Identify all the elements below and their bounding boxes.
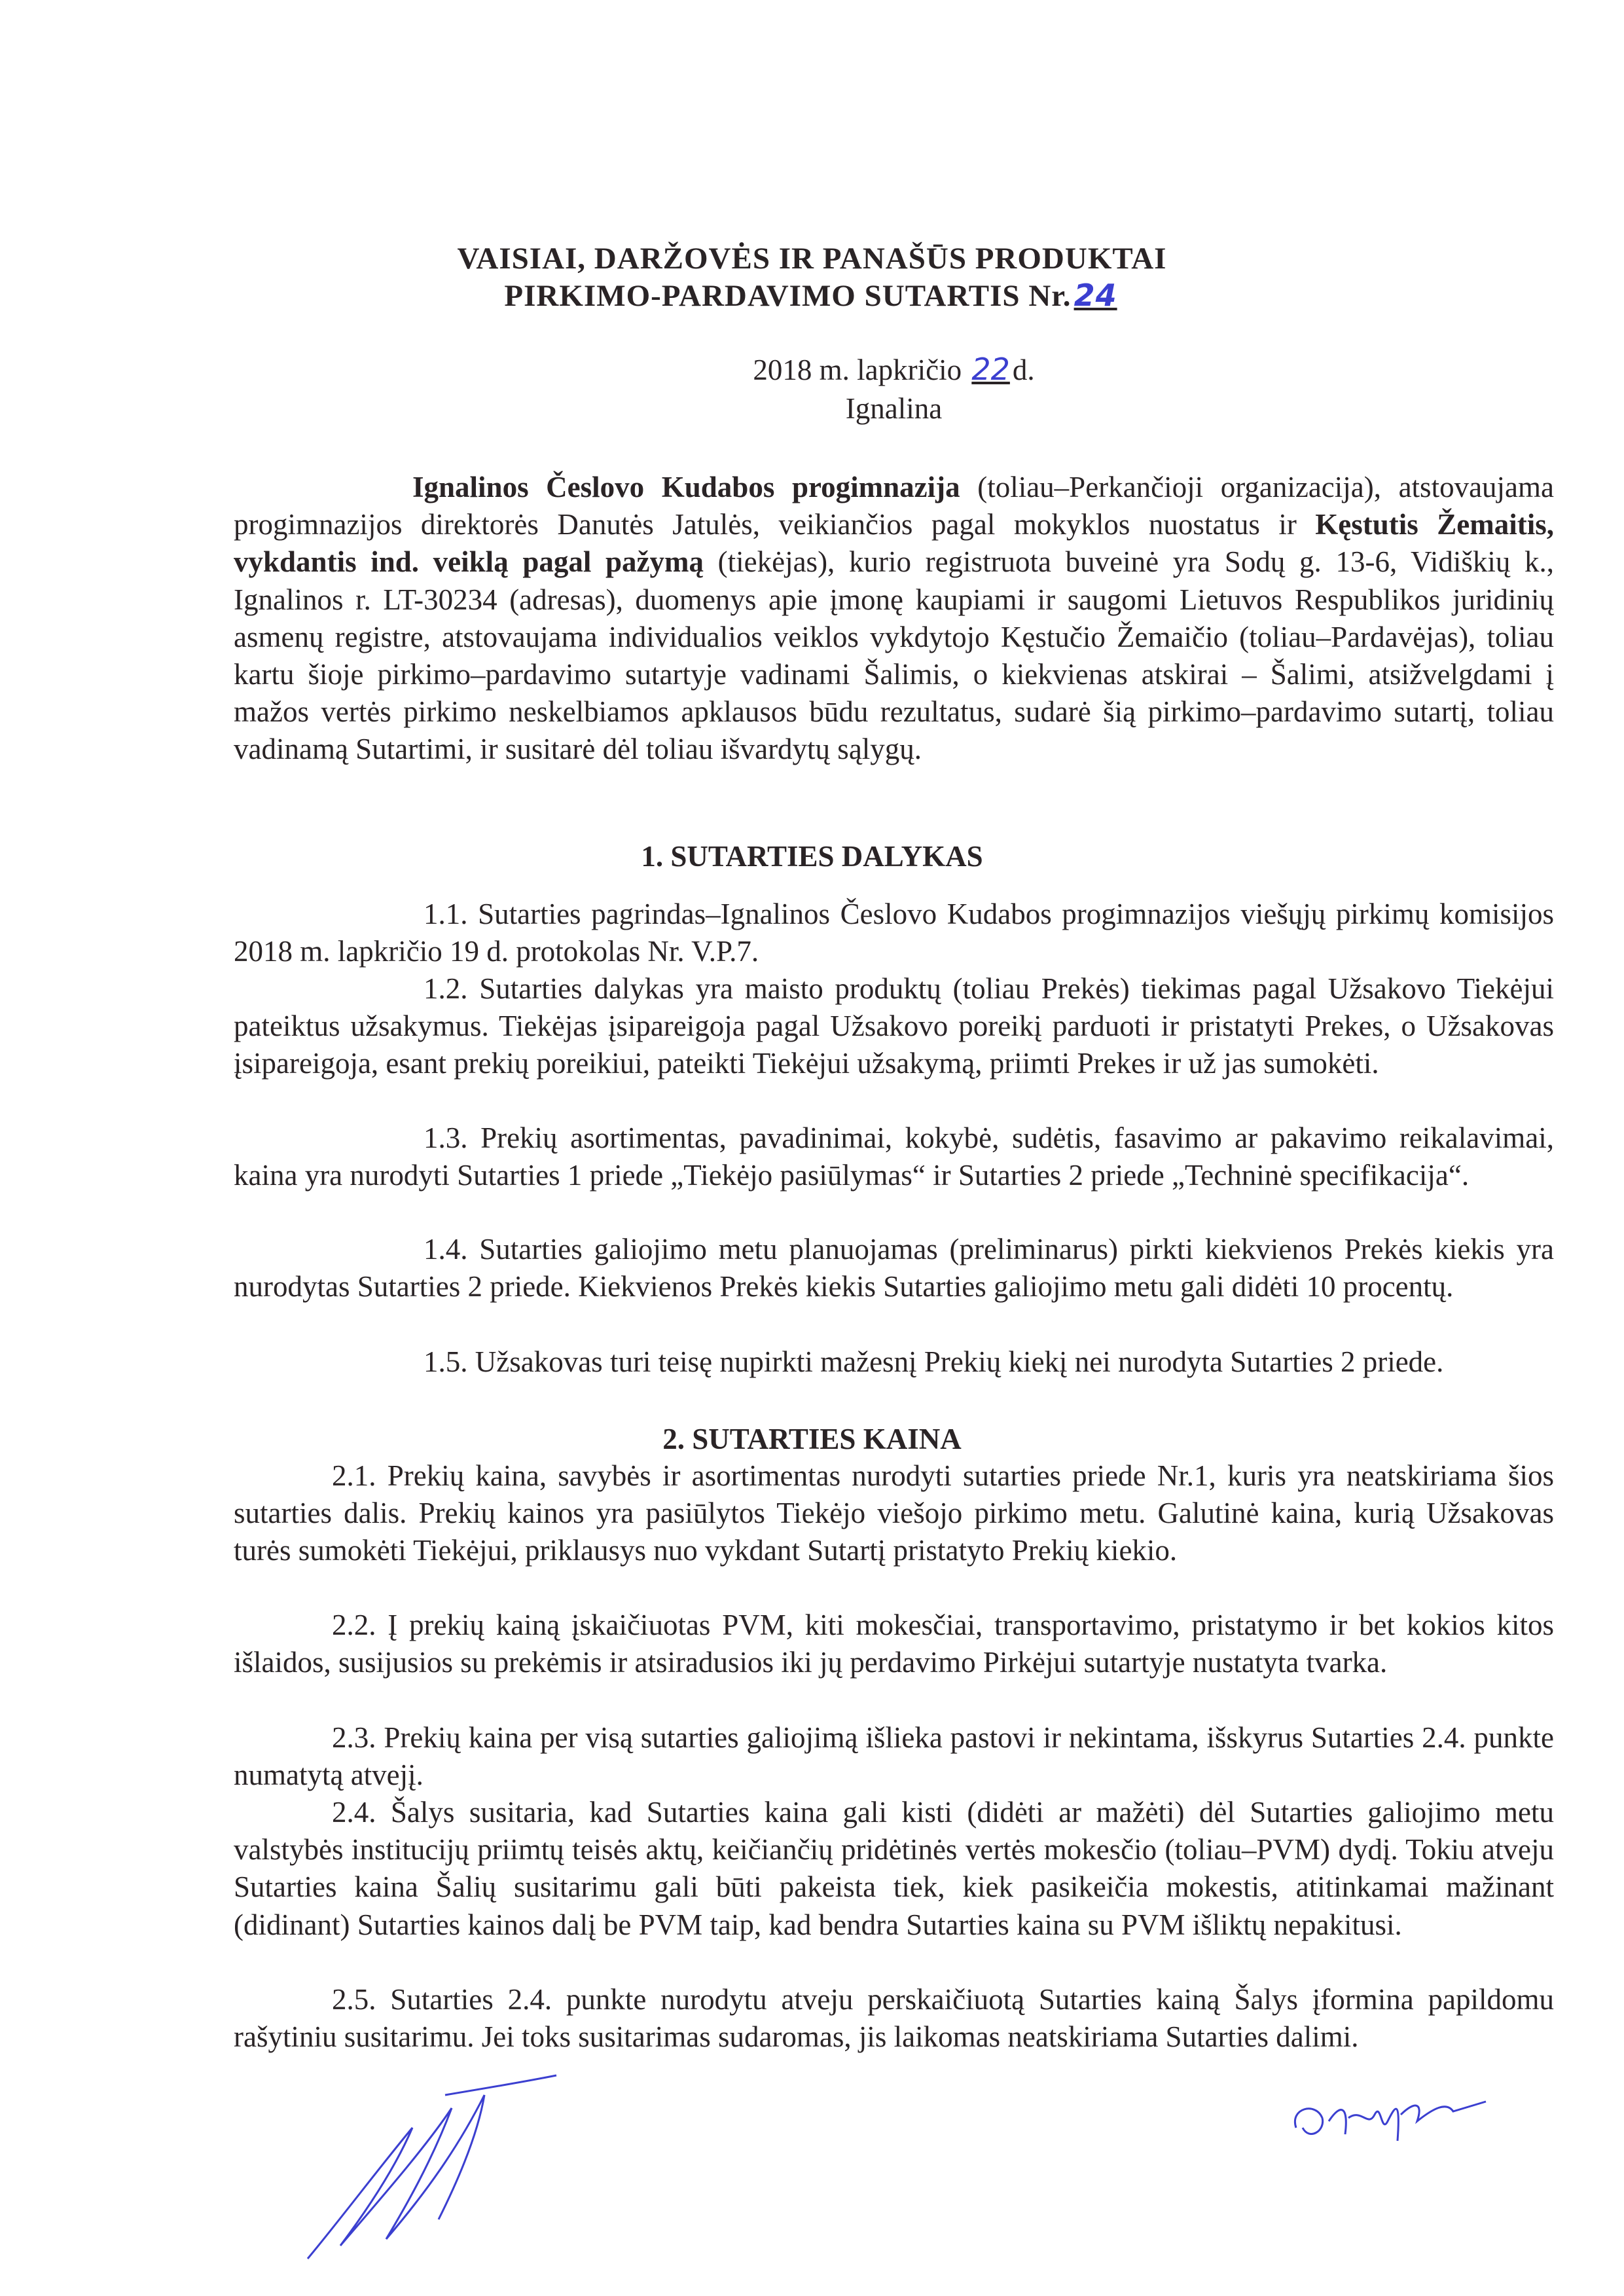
section-heading-1: 1. SUTARTIES DALYKAS: [641, 840, 983, 873]
supplier-signature: [1283, 2082, 1492, 2160]
intro-paragraph: [234, 469, 1554, 769]
clause-1-5: 1.5. Užsakovas turi teisę nupirkti mažesnį Prekių kiekį nei nurodyta Sutarties 2 priede.: [424, 1345, 1444, 1378]
intro-text: (tiekėjas), kurio registruota buveinė yra Sodų g. 13-6, Vidiškių k., Ignalinos r. LT-30234 (adresas), duomenys apie įmonę kaupiami ir saugomi Lietuvos Respublikos juridinių asmenų registre, atstovaujama individualios veiklos vykdytojo Kęstučio Žemaičio (toliau–Pardavėjas), toliau kartu šioje pirkimo–pardavimo sutartyje vadinami Šalimis, o kiekvienas atskirai – Šalimi, atsižvelgdami į mažos vertės pirkimo neskelbiamos apklausos būdu rezultatus, sudarė šią pirkimo–pardavimo sutartį, toliau vadinamą Sutartimi, ir susitarė dėl toliau išvardytų sąlygų.: [234, 545, 1554, 766]
contract-place: Ignalina: [845, 392, 943, 425]
clause-2-1: 2.1. Prekių kaina, savybės ir asortimentas nurodyti sutarties priede Nr.1, kuris yra neatskiriama šios sutarties dalis. Prekių kainos yra pasiūlytos Tiekėjo viešojo pirkimo metu. Galutinė kaina, kurią Užsakovas turės sumokėti Tiekėjui, priklausys nuo vykdant Sutartį pristatyto Prekių kiekio.: [234, 1459, 1554, 1567]
document-title-line2: [0, 278, 1624, 314]
document-title-line1: VAISIAI, DARŽOVĖS IR PANAŠŪS PRODUKTAI: [457, 242, 1167, 276]
clause-2-3: 2.3. Prekių kaina per visą sutarties galiojimą išlieka pastovi ir nekintama, išskyrus Sutarties 2.4. punkte numatytą atvejį.: [234, 1721, 1554, 1792]
intro-text: (toliau–Perkančioji organizacija), atstovaujama progimnazijos direktorės Danutės Jatulės, veikiančios pagal mokyklos nuostatus ir: [234, 471, 1554, 541]
clause-1-4: 1.4. Sutarties galiojimo metu planuojamas (preliminarus) pirkti kiekvienos Prekės kiekis yra nurodytas Sutarties 2 priede. Kiekvienos Prekės kiekis Sutarties galiojimo metu gali didėti 10 procentų.: [234, 1233, 1554, 1303]
buyer-signature: [288, 2069, 563, 2265]
clause-2-4: 2.4. Šalys susitaria, kad Sutarties kaina gali kisti (didėti ar mažėti) dėl Sutarties galiojimo metu valstybės institucijų priimtų teisės aktų, keičiančių pridėtinės vertės mokesčio (toliau–PVM) dydį. Tokiu atveju Sutarties kaina Šalių susitarimu gali būti pakeista tiek, kiek pasikeičia mokestis, atitinkamai mažinant (didinant) Sutarties kainos dalį be PVM taip, kad bendra Sutarties kaina su PVM išliktų nepakitusi.: [234, 1796, 1554, 1941]
title-text: PIRKIMO-PARDAVIMO SUTARTIS Nr.: [504, 279, 1072, 313]
clause-1-1: 1.1. Sutarties pagrindas–Ignalinos Česlovo Kudabos progimnazijos viešųjų pirkimų komisijos 2018 m. lapkričio 19 d. protokolas Nr. V.P.7.: [234, 898, 1554, 968]
contract-date: [234, 351, 1554, 389]
buyer-name: Ignalinos Česlovo Kudabos progimnazija: [412, 471, 960, 503]
date-prefix: 2018 m. lapkričio: [753, 354, 962, 386]
date-day-handwritten: 22: [971, 352, 1010, 387]
clause-2-2: 2.2. Į prekių kainą įskaičiuotas PVM, kiti mokesčiai, transportavimo, pristatymo ir bet kokios kitos išlaidos, susijusios su prekėmis ir atsiradusios iki jų perdavimo Pirkėjui sutartyje nustatyta tvarka.: [234, 1609, 1554, 1679]
contract-number-handwritten: 24: [1074, 278, 1117, 313]
date-suffix: d.: [1012, 354, 1035, 386]
section-heading-2: 2. SUTARTIES KAINA: [662, 1423, 962, 1455]
clause-2-5: 2.5. Sutarties 2.4. punkte nurodytu atveju perskaičiuotą Sutarties kainą Šalys įformina papildomu rašytiniu susitarimu. Jei toks susitarimas sudaromas, jis laikomas neatskiriama Sutarties dalimi.: [234, 1983, 1554, 2054]
supplier-name: Kęstutis Žemaitis, vykdantis ind. veiklą pagal pažymą: [234, 508, 1555, 579]
clause-1-3: 1.3. Prekių asortimentas, pavadinimai, kokybė, sudėtis, fasavimo ar pakavimo reikalavimai, kaina yra nurodyti Sutarties 1 priede „Tiekėjo pasiūlymas“ ir Sutarties 2 priede „Techninė specifikacija“.: [234, 1121, 1554, 1192]
clause-1-2: 1.2. Sutarties dalykas yra maisto produktų (toliau Prekės) tiekimas pagal Užsakovo Tiekėjui pateiktus užsakymus. Tiekėjas įsipareigoja pagal Užsakovo poreikį parduoti ir pristatyti Prekes, o Užsakovas įsipareigoja, esant prekių poreikiui, pateikti Tiekėjui užsakymą, priimti Prekes ir už jas sumokėti.: [234, 972, 1554, 1080]
